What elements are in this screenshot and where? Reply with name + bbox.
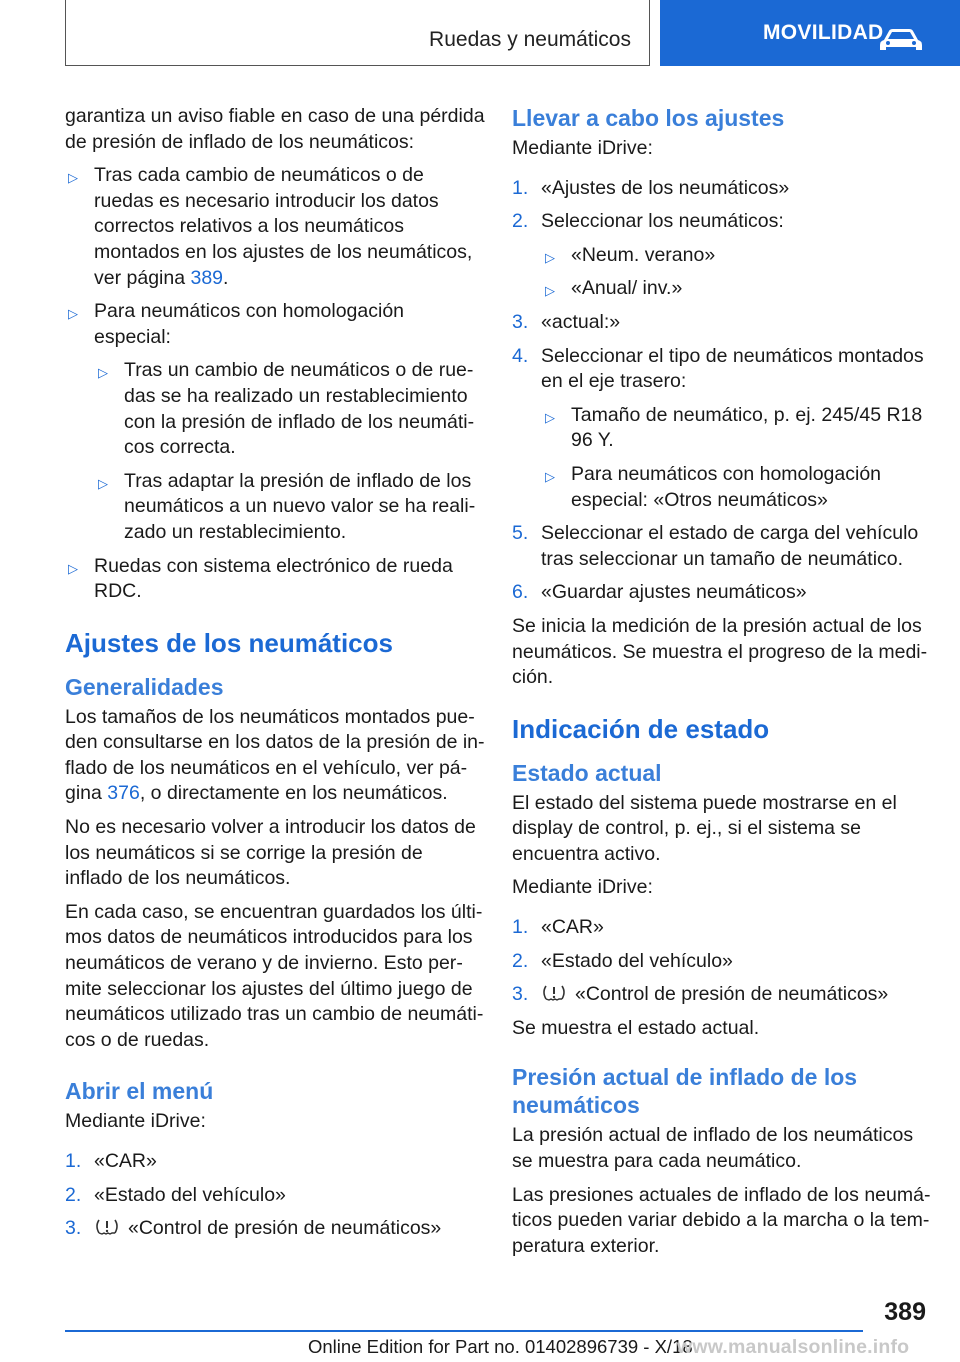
step-number: 3.	[65, 1217, 82, 1240]
list-item	[65, 299, 485, 350]
paragraph: Se muestra el estado actual.	[512, 1016, 760, 1039]
bullet-triangle-icon: ▷	[68, 560, 78, 576]
paragraph: En cada caso, se encuentran guardados los últimos datos de neumáticos introducidos para los neumáticos de verano y de invierno. Esto permite seleccionar los ajustes del último juego de neumáticos utilizado tras un cambio de neumáticos o de ruedas.	[65, 900, 484, 1051]
bullet-text: «Anual/ inv.»	[571, 277, 683, 300]
paragraph: El estado del sistema puede mostrarse en el display de control, p. ej., si el sistema se encuentra activo.	[512, 791, 897, 865]
bullet-triangle-icon: ▷	[545, 468, 555, 484]
idrive-label: Mediante iDrive:	[65, 1110, 206, 1133]
step-number: 2.	[512, 949, 529, 972]
step-number: 5.	[512, 522, 529, 545]
bullet-triangle-icon: ▷	[98, 475, 108, 491]
step-text: «Control de presión de neumáticos»	[128, 1217, 442, 1240]
page-header	[0, 0, 960, 66]
header-frame	[65, 0, 650, 66]
chapter-tab-label: MOVILIDAD	[763, 21, 884, 44]
step-text: «CAR»	[94, 1150, 157, 1172]
step-item	[65, 1149, 485, 1175]
bullet-text: Tamaño de neumático, p. ej. 245/45 R18 96 Y.	[571, 403, 923, 452]
tire-pressure-warning-icon	[541, 984, 567, 1002]
step-number: 6.	[512, 581, 529, 604]
paragraph-text-end: , o directamente en los neumáticos.	[139, 782, 448, 805]
step-text: Seleccionar los neumáticos:	[541, 210, 784, 233]
bullet-triangle-icon: ▷	[545, 409, 555, 425]
bullet-triangle-icon: ▷	[545, 249, 555, 265]
step-number: 3.	[512, 983, 529, 1006]
step-text: Seleccionar el estado de carga del vehículo tras seleccionar un tamaño de neumático.	[541, 522, 919, 570]
step-number: 2.	[65, 1183, 82, 1206]
step-item	[512, 521, 932, 572]
sub-list-item	[95, 469, 485, 546]
right-column	[512, 104, 932, 1267]
bullet-triangle-icon: ▷	[545, 283, 555, 299]
heading-generalidades: Generalidades	[65, 673, 224, 700]
step-item	[65, 1216, 485, 1242]
sub-list-item	[542, 243, 932, 269]
step-item	[512, 580, 932, 606]
heading-presion-actual: Presión actual de inflado de los neumáticos	[512, 1064, 858, 1119]
paragraph: No es necesario volver a introducir los datos de los neumáticos si se corrige la presión de inflado de los neumáticos.	[65, 816, 476, 890]
paragraph: Las presiones actuales de inflado de los neumáticos pueden variar debido a la marcha o la temperatura exterior.	[512, 1183, 931, 1257]
paragraph: La presión actual de inflado de los neumáticos se muestra para cada neumático.	[512, 1124, 914, 1173]
page-link[interactable]: 376	[107, 782, 140, 805]
step-number: 1.	[512, 916, 529, 939]
car-icon	[878, 26, 924, 54]
step-item	[512, 982, 932, 1008]
bullet-triangle-icon: ▷	[68, 170, 78, 186]
bullet-text: Para neumáticos con homologación especial:	[94, 300, 405, 348]
step-number: 3.	[512, 310, 529, 333]
intro-paragraph: garantiza un aviso fiable en caso de una pérdida de presión de inflado de los neumáticos:	[65, 105, 485, 153]
heading-ajustes: Ajustes de los neumáticos	[65, 627, 393, 658]
watermark: www.manualsonline.info	[677, 1336, 910, 1358]
step-item	[512, 344, 932, 395]
step-number: 1.	[65, 1150, 82, 1172]
bullet-text: Para neumáticos con homologación especial: «Otros neumáticos»	[571, 462, 882, 511]
heading-llevar-ajustes: Llevar a cabo los ajustes	[512, 105, 785, 131]
step-text: «Estado del vehículo»	[94, 1183, 286, 1206]
sub-list-item	[542, 462, 932, 513]
step-text: «Estado del vehículo»	[541, 949, 733, 972]
step-text: «CAR»	[541, 916, 604, 939]
bullet-text: Tras adaptar la presión de inflado de los neumáticos a un nuevo valor se ha realizado un restablecimiento.	[124, 469, 476, 543]
step-item	[512, 949, 932, 975]
page-number: 389	[884, 1298, 926, 1326]
paragraph: Se inicia la medición de la presión actual de los neumáticos. Se muestra el progreso de la medición.	[512, 614, 928, 689]
section-title: Ruedas y neumáticos	[429, 28, 631, 51]
paragraph-text: Los tamaños de los neumáticos montados pueden consultarse en los datos de la presión de inflado de los neumáticos en el vehículo, ver página	[65, 705, 485, 805]
step-item	[512, 209, 932, 235]
step-text: «actual:»	[541, 310, 621, 333]
step-item	[512, 915, 932, 941]
bullet-text: Ruedas con sistema electrónico de rueda RDC.	[94, 554, 453, 603]
step-text: «Guardar ajustes neumáticos»	[541, 581, 807, 604]
step-text: Seleccionar el tipo de neumáticos montados en el eje trasero:	[541, 344, 924, 393]
sub-list-item	[95, 358, 485, 460]
step-item	[65, 1183, 485, 1209]
step-item	[512, 310, 932, 336]
step-number: 2.	[512, 210, 529, 233]
bullet-triangle-icon: ▷	[98, 365, 108, 381]
footer-divider	[65, 1330, 863, 1332]
bullet-triangle-icon: ▷	[68, 306, 78, 322]
heading-indicacion-estado: Indicación de estado	[512, 713, 770, 744]
heading-abrir-menu: Abrir el menú	[65, 1078, 214, 1105]
heading-estado-actual: Estado actual	[512, 759, 662, 786]
paragraph	[65, 705, 485, 807]
sub-list-item	[542, 403, 932, 454]
tire-pressure-warning-icon	[94, 1218, 120, 1236]
step-number: 1.	[512, 176, 529, 199]
edition-text: Online Edition for Part no. 01402896739 - X/18	[308, 1336, 693, 1357]
bullet-text-end: .	[223, 266, 229, 289]
list-item	[65, 554, 485, 605]
step-text: «Control de presión de neumáticos»	[575, 983, 889, 1006]
left-column	[65, 104, 485, 1250]
step-item	[512, 176, 932, 202]
step-number: 4.	[512, 344, 529, 367]
bullet-text: «Neum. verano»	[571, 243, 716, 266]
bullet-text: Tras un cambio de neumáticos o de ruedas se ha realizado un restablecimiento con la presión de inflado de los neumáticos correcta.	[124, 359, 475, 459]
bullet-text: Tras cada cambio de neumáticos o de ruedas es necesario introducir los datos correctos relativos a los neumáticos montados en los ajustes de los neumáticos, ver página	[94, 164, 473, 289]
idrive-label: Mediante iDrive:	[512, 876, 653, 899]
step-text: «Ajustes de los neumáticos»	[541, 176, 790, 199]
page-link[interactable]: 389	[190, 266, 224, 289]
sub-list-item	[542, 276, 932, 302]
list-item	[65, 163, 485, 291]
idrive-label: Mediante iDrive:	[512, 137, 653, 159]
